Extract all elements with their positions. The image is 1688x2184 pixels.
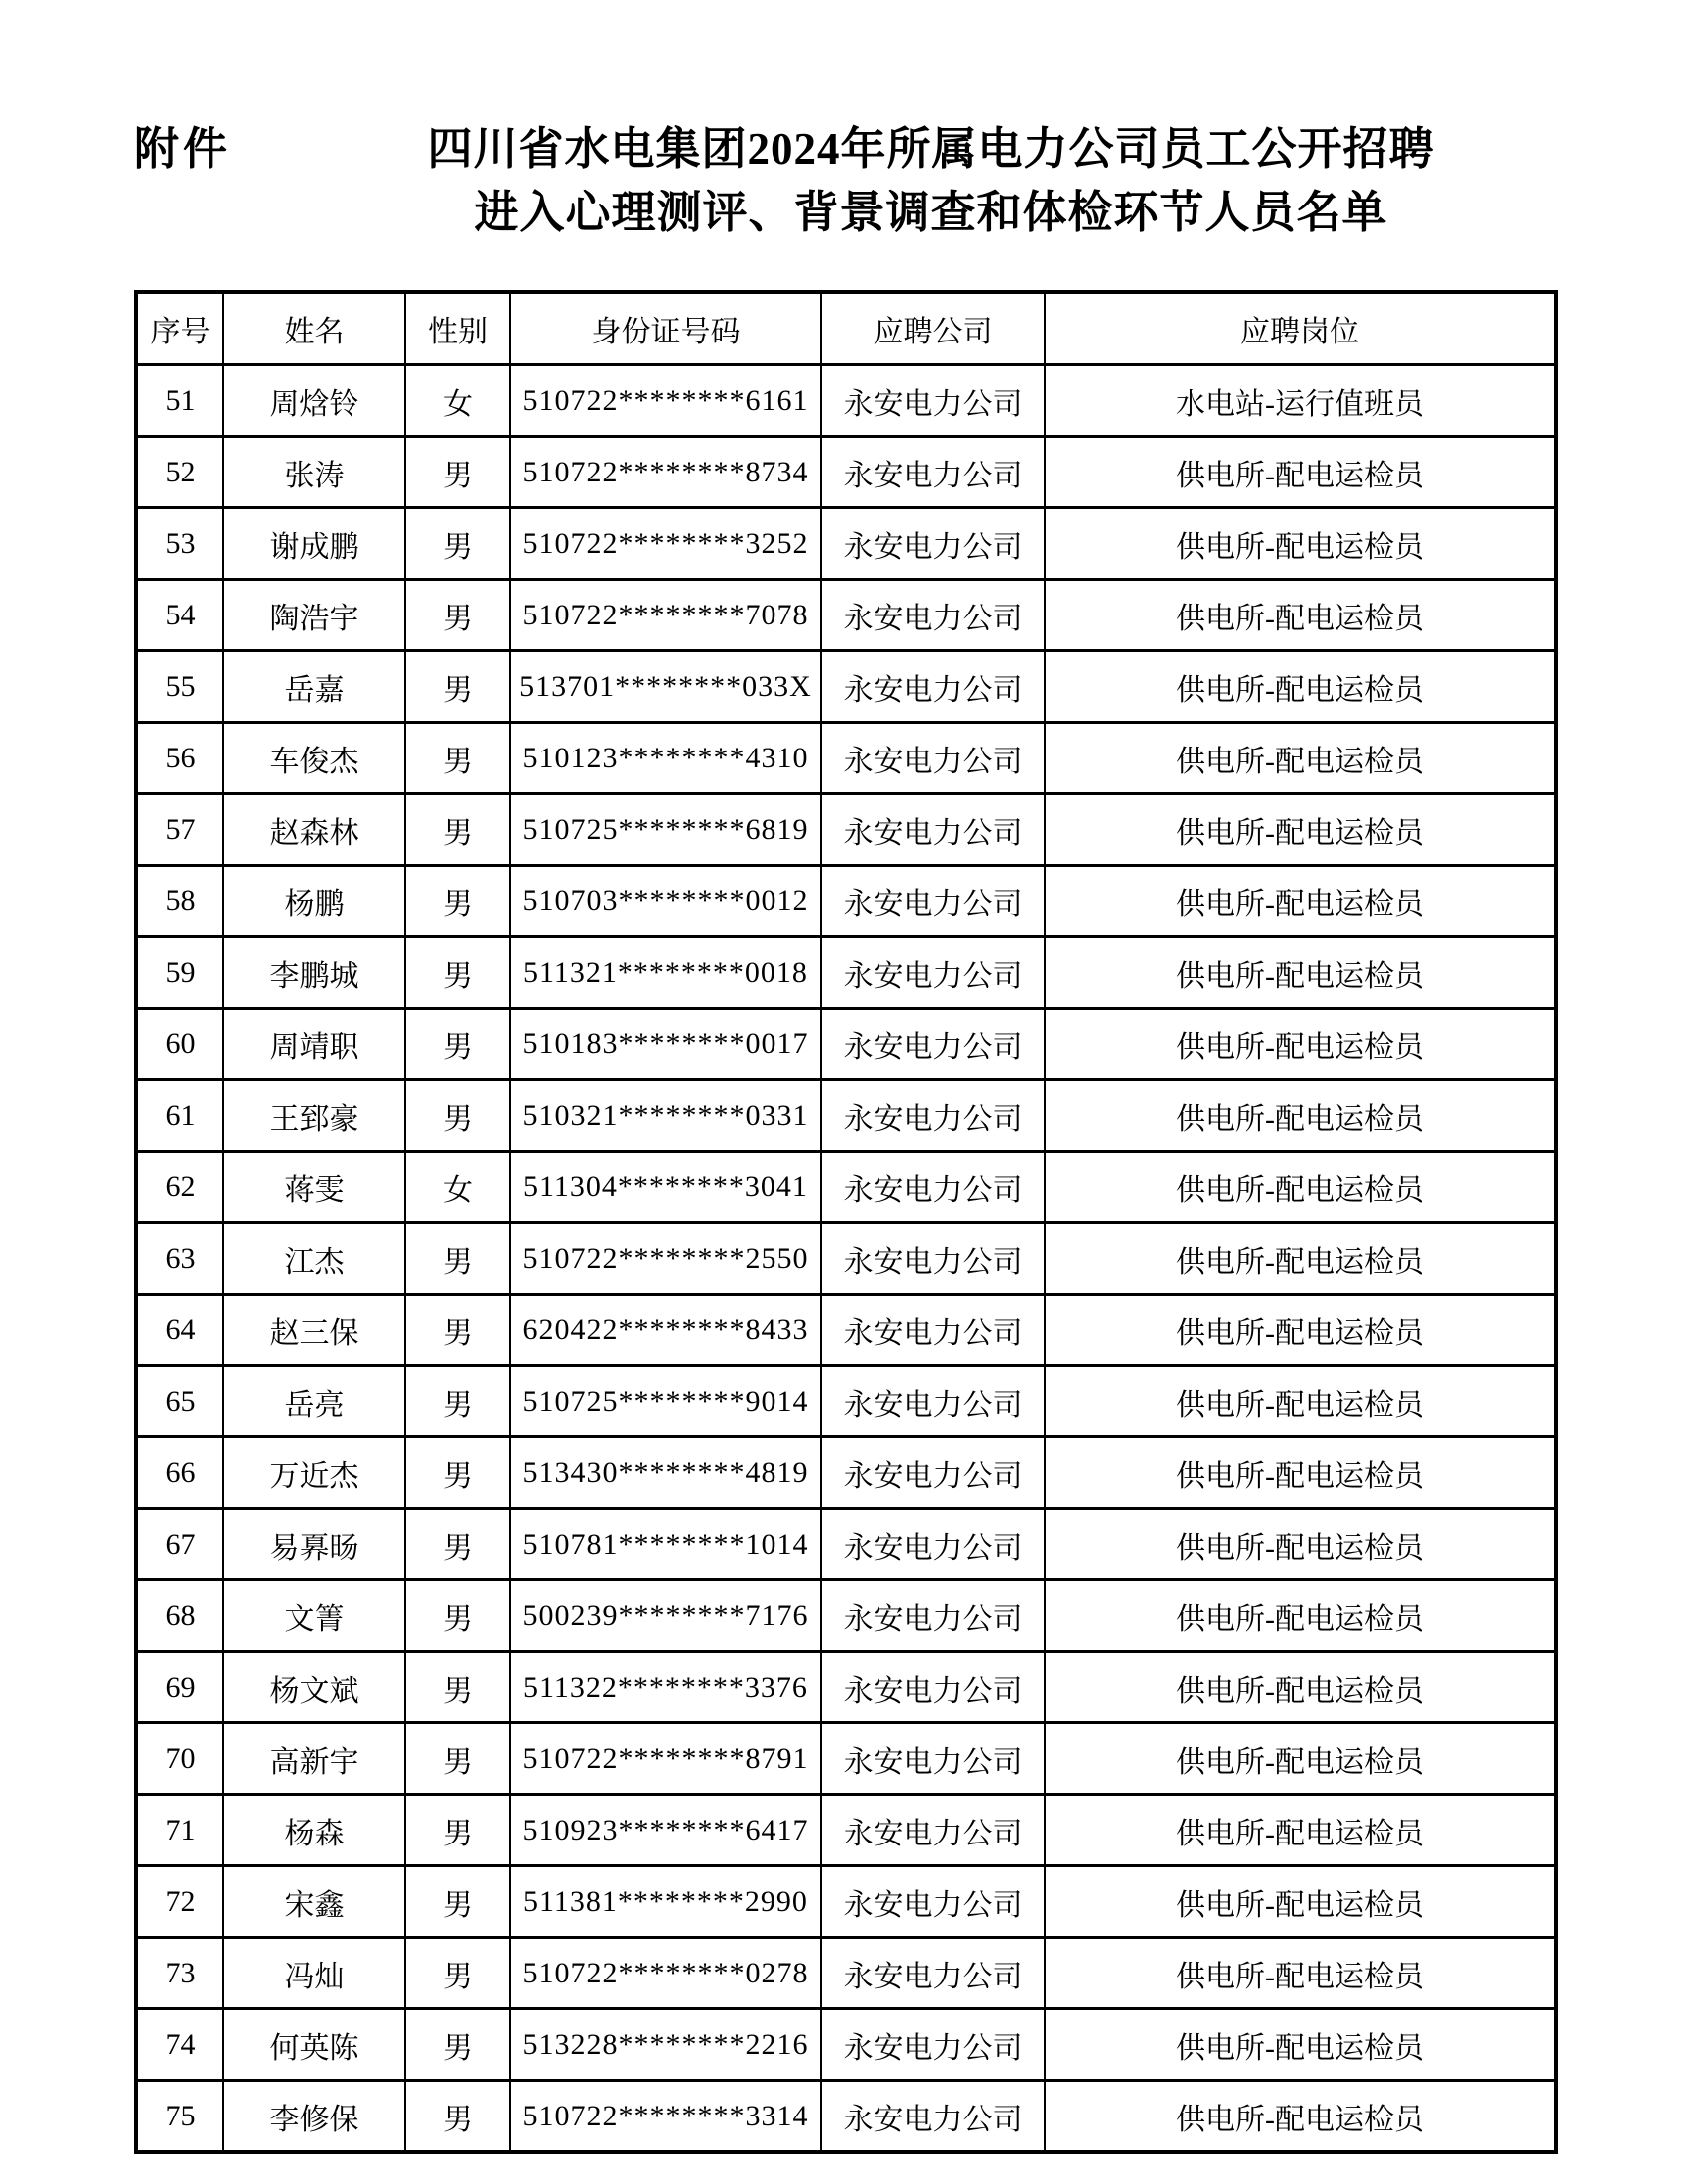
cell-gender: 男 <box>405 1795 510 1866</box>
cell-company: 永安电力公司 <box>821 1938 1045 2009</box>
cell-name: 文箐 <box>223 1580 405 1652</box>
cell-id_number: 620422********8433 <box>510 1295 821 1366</box>
cell-id_number: 510781********1014 <box>510 1509 821 1580</box>
cell-position: 供电所-配电运检员 <box>1045 1580 1556 1652</box>
table-row <box>136 365 1556 437</box>
cell-no: 72 <box>136 1866 223 1938</box>
cell-name: 蒋雯 <box>223 1152 405 1223</box>
table-row <box>136 1366 1556 1437</box>
cell-gender: 男 <box>405 1652 510 1723</box>
cell-position: 供电所-配电运检员 <box>1045 508 1556 580</box>
cell-name: 周焓铃 <box>223 365 405 437</box>
cell-position: 供电所-配电运检员 <box>1045 1437 1556 1509</box>
cell-company: 永安电力公司 <box>821 437 1045 508</box>
cell-gender: 女 <box>405 1152 510 1223</box>
cell-name: 高新宇 <box>223 1723 405 1795</box>
cell-gender: 男 <box>405 1223 510 1295</box>
cell-gender: 男 <box>405 1723 510 1795</box>
cell-id_number: 513701********033X <box>510 651 821 723</box>
table-row <box>136 1652 1556 1723</box>
cell-gender: 男 <box>405 937 510 1009</box>
cell-name: 张涛 <box>223 437 405 508</box>
table-row <box>136 937 1556 1009</box>
cell-position: 供电所-配电运检员 <box>1045 2009 1556 2081</box>
cell-no: 67 <box>136 1509 223 1580</box>
cell-no: 51 <box>136 365 223 437</box>
table-row <box>136 794 1556 866</box>
cell-company: 永安电力公司 <box>821 1795 1045 1866</box>
cell-no: 57 <box>136 794 223 866</box>
cell-gender: 男 <box>405 2081 510 2153</box>
cell-no: 58 <box>136 866 223 937</box>
cell-id_number: 511321********0018 <box>510 937 821 1009</box>
cell-no: 74 <box>136 2009 223 2081</box>
cell-no: 64 <box>136 1295 223 1366</box>
cell-position: 供电所-配电运检员 <box>1045 651 1556 723</box>
cell-id_number: 513430********4819 <box>510 1437 821 1509</box>
cell-company: 永安电力公司 <box>821 1080 1045 1152</box>
cell-company: 永安电力公司 <box>821 365 1045 437</box>
cell-gender: 男 <box>405 1866 510 1938</box>
cell-position: 供电所-配电运检员 <box>1045 866 1556 937</box>
cell-name: 江杰 <box>223 1223 405 1295</box>
cell-id_number: 510722********3314 <box>510 2081 821 2153</box>
cell-no: 62 <box>136 1152 223 1223</box>
cell-no: 71 <box>136 1795 223 1866</box>
cell-id_number: 500239********7176 <box>510 1580 821 1652</box>
cell-company: 永安电力公司 <box>821 794 1045 866</box>
cell-name: 李鹏城 <box>223 937 405 1009</box>
cell-id_number: 510123********4310 <box>510 723 821 794</box>
cell-gender: 男 <box>405 866 510 937</box>
cell-no: 55 <box>136 651 223 723</box>
cell-no: 75 <box>136 2081 223 2153</box>
table-row <box>136 1795 1556 1866</box>
col-header-name: 姓名 <box>223 292 405 365</box>
cell-company: 永安电力公司 <box>821 1223 1045 1295</box>
cell-position: 供电所-配电运检员 <box>1045 1938 1556 2009</box>
cell-company: 永安电力公司 <box>821 508 1045 580</box>
table-row <box>136 723 1556 794</box>
cell-gender: 男 <box>405 580 510 651</box>
col-header-gender: 性别 <box>405 292 510 365</box>
col-header-id-number: 身份证号码 <box>510 292 821 365</box>
cell-position: 供电所-配电运检员 <box>1045 580 1556 651</box>
cell-no: 70 <box>136 1723 223 1795</box>
cell-name: 岳嘉 <box>223 651 405 723</box>
cell-company: 永安电力公司 <box>821 1152 1045 1223</box>
cell-id_number: 511304********3041 <box>510 1152 821 1223</box>
table-row <box>136 1152 1556 1223</box>
cell-gender: 男 <box>405 1437 510 1509</box>
cell-name: 杨鹏 <box>223 866 405 937</box>
table-body <box>136 365 1556 2153</box>
table-row <box>136 651 1556 723</box>
cell-id_number: 511381********2990 <box>510 1866 821 1938</box>
cell-company: 永安电力公司 <box>821 1580 1045 1652</box>
cell-company: 永安电力公司 <box>821 1009 1045 1080</box>
cell-id_number: 510722********8734 <box>510 437 821 508</box>
table-row <box>136 1580 1556 1652</box>
cell-no: 65 <box>136 1366 223 1437</box>
cell-id_number: 510722********0278 <box>510 1938 821 2009</box>
table-row <box>136 2009 1556 2081</box>
cell-gender: 男 <box>405 1580 510 1652</box>
cell-position: 供电所-配电运检员 <box>1045 1866 1556 1938</box>
cell-gender: 男 <box>405 651 510 723</box>
table-row <box>136 1509 1556 1580</box>
cell-company: 永安电力公司 <box>821 723 1045 794</box>
cell-position: 供电所-配电运检员 <box>1045 723 1556 794</box>
cell-position: 供电所-配电运检员 <box>1045 1366 1556 1437</box>
cell-position: 供电所-配电运检员 <box>1045 794 1556 866</box>
cell-name: 王郅豪 <box>223 1080 405 1152</box>
roster-table <box>134 290 1558 2154</box>
cell-company: 永安电力公司 <box>821 1366 1045 1437</box>
cell-position: 供电所-配电运检员 <box>1045 937 1556 1009</box>
cell-name: 冯灿 <box>223 1938 405 2009</box>
cell-gender: 女 <box>405 365 510 437</box>
cell-no: 66 <box>136 1437 223 1509</box>
cell-company: 永安电力公司 <box>821 2081 1045 2153</box>
cell-name: 万近杰 <box>223 1437 405 1509</box>
cell-company: 永安电力公司 <box>821 1652 1045 1723</box>
cell-position: 供电所-配电运检员 <box>1045 2081 1556 2153</box>
doc-title <box>308 117 1554 244</box>
cell-id_number: 511322********3376 <box>510 1652 821 1723</box>
table-row <box>136 866 1556 937</box>
cell-id_number: 510722********2550 <box>510 1223 821 1295</box>
cell-no: 61 <box>136 1080 223 1152</box>
cell-gender: 男 <box>405 508 510 580</box>
col-header-company: 应聘公司 <box>821 292 1045 365</box>
cell-id_number: 510183********0017 <box>510 1009 821 1080</box>
cell-position: 供电所-配电运检员 <box>1045 1795 1556 1866</box>
cell-no: 53 <box>136 508 223 580</box>
table-row <box>136 508 1556 580</box>
cell-name: 赵三保 <box>223 1295 405 1366</box>
cell-company: 永安电力公司 <box>821 2009 1045 2081</box>
table-row <box>136 1938 1556 2009</box>
cell-id_number: 513228********2216 <box>510 2009 821 2081</box>
cell-name: 赵森林 <box>223 794 405 866</box>
cell-no: 59 <box>136 937 223 1009</box>
cell-no: 73 <box>136 1938 223 2009</box>
table-row <box>136 1866 1556 1938</box>
table-row <box>136 1223 1556 1295</box>
cell-company: 永安电力公司 <box>821 1509 1045 1580</box>
cell-position: 水电站-运行值班员 <box>1045 365 1556 437</box>
cell-gender: 男 <box>405 437 510 508</box>
cell-gender: 男 <box>405 723 510 794</box>
cell-company: 永安电力公司 <box>821 580 1045 651</box>
cell-position: 供电所-配电运检员 <box>1045 1295 1556 1366</box>
cell-company: 永安电力公司 <box>821 651 1045 723</box>
cell-no: 60 <box>136 1009 223 1080</box>
cell-position: 供电所-配电运检员 <box>1045 1223 1556 1295</box>
table-row <box>136 1295 1556 1366</box>
cell-name: 杨文斌 <box>223 1652 405 1723</box>
cell-company: 永安电力公司 <box>821 866 1045 937</box>
cell-no: 56 <box>136 723 223 794</box>
table-row <box>136 1723 1556 1795</box>
table-row <box>136 580 1556 651</box>
cell-gender: 男 <box>405 1295 510 1366</box>
cell-id_number: 510321********0331 <box>510 1080 821 1152</box>
cell-position: 供电所-配电运检员 <box>1045 1152 1556 1223</box>
header-row <box>136 292 1556 365</box>
cell-name: 陶浩宇 <box>223 580 405 651</box>
cell-position: 供电所-配电运检员 <box>1045 437 1556 508</box>
cell-name: 宋鑫 <box>223 1866 405 1938</box>
cell-gender: 男 <box>405 1509 510 1580</box>
attachment-label: 附件 <box>134 124 232 174</box>
cell-gender: 男 <box>405 1366 510 1437</box>
cell-name: 周靖职 <box>223 1009 405 1080</box>
col-header-no: 序号 <box>136 292 223 365</box>
cell-no: 69 <box>136 1652 223 1723</box>
cell-company: 永安电力公司 <box>821 1437 1045 1509</box>
cell-gender: 男 <box>405 1080 510 1152</box>
table-row <box>136 1080 1556 1152</box>
cell-id_number: 510725********9014 <box>510 1366 821 1437</box>
cell-no: 52 <box>136 437 223 508</box>
cell-id_number: 510722********7078 <box>510 580 821 651</box>
title-block <box>134 117 1554 244</box>
cell-position: 供电所-配电运检员 <box>1045 1080 1556 1152</box>
cell-name: 车俊杰 <box>223 723 405 794</box>
cell-id_number: 510703********0012 <box>510 866 821 937</box>
table-row <box>136 1009 1556 1080</box>
cell-company: 永安电力公司 <box>821 1723 1045 1795</box>
cell-name: 何英陈 <box>223 2009 405 2081</box>
cell-position: 供电所-配电运检员 <box>1045 1009 1556 1080</box>
cell-id_number: 510725********6819 <box>510 794 821 866</box>
cell-company: 永安电力公司 <box>821 937 1045 1009</box>
cell-gender: 男 <box>405 2009 510 2081</box>
cell-no: 68 <box>136 1580 223 1652</box>
doc-title-line1: 四川省水电集团2024年所属电力公司员工公开招聘 <box>427 124 1435 174</box>
table-row <box>136 1437 1556 1509</box>
cell-name: 杨森 <box>223 1795 405 1866</box>
cell-name: 易奡旸 <box>223 1509 405 1580</box>
cell-no: 63 <box>136 1223 223 1295</box>
cell-name: 李修保 <box>223 2081 405 2153</box>
cell-id_number: 510722********6161 <box>510 365 821 437</box>
cell-company: 永安电力公司 <box>821 1295 1045 1366</box>
table-row <box>136 437 1556 508</box>
col-header-position: 应聘岗位 <box>1045 292 1556 365</box>
cell-gender: 男 <box>405 1938 510 2009</box>
cell-position: 供电所-配电运检员 <box>1045 1652 1556 1723</box>
cell-gender: 男 <box>405 1009 510 1080</box>
cell-position: 供电所-配电运检员 <box>1045 1509 1556 1580</box>
cell-company: 永安电力公司 <box>821 1866 1045 1938</box>
table-row <box>136 2081 1556 2153</box>
cell-id_number: 510722********3252 <box>510 508 821 580</box>
cell-id_number: 510923********6417 <box>510 1795 821 1866</box>
cell-position: 供电所-配电运检员 <box>1045 1723 1556 1795</box>
cell-gender: 男 <box>405 794 510 866</box>
cell-no: 54 <box>136 580 223 651</box>
cell-name: 谢成鹏 <box>223 508 405 580</box>
doc-title-line2: 进入心理测评、背景调查和体检环节人员名单 <box>474 188 1388 237</box>
cell-id_number: 510722********8791 <box>510 1723 821 1795</box>
cell-name: 岳亮 <box>223 1366 405 1437</box>
